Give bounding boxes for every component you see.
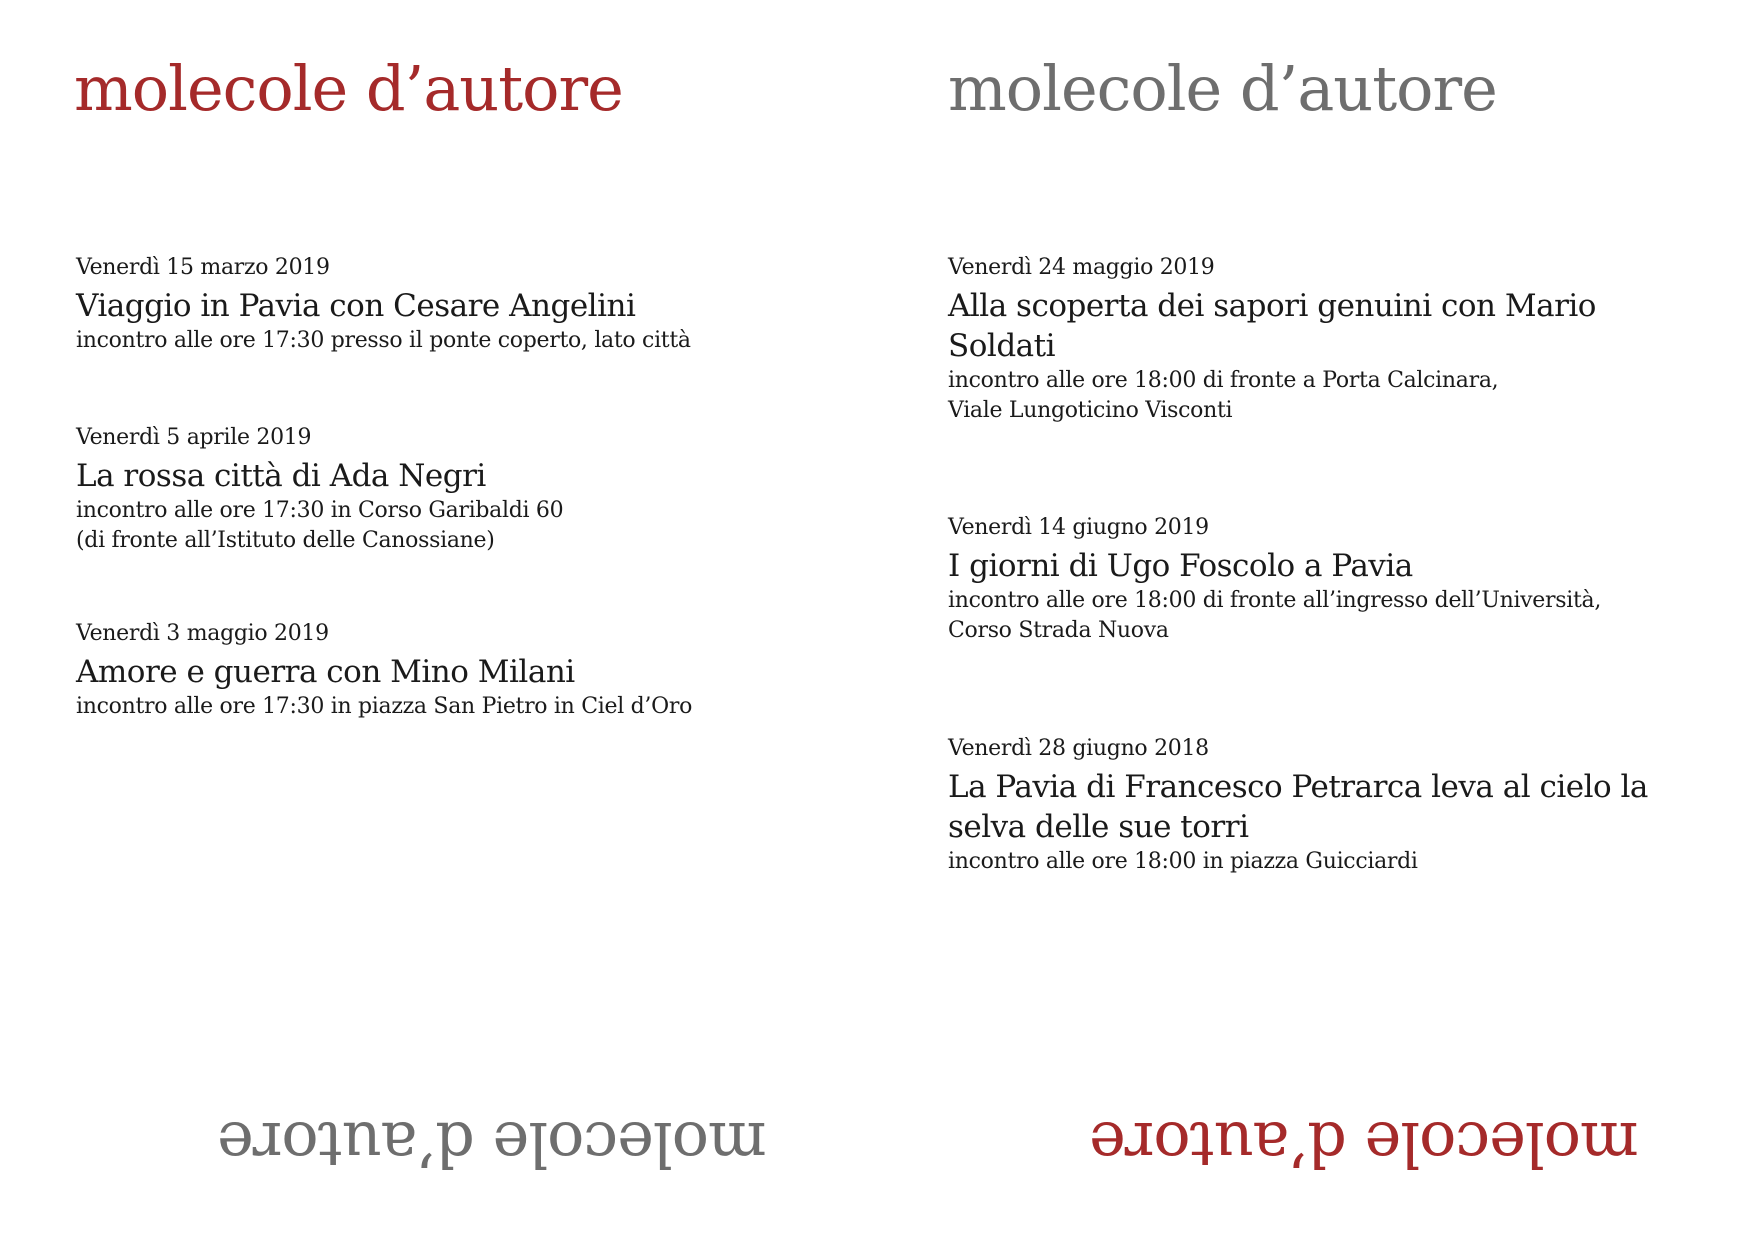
brand-title: molecole d’autore [74, 52, 623, 125]
event-item [76, 424, 856, 556]
event-info: (di fronte all’Istituto delle Canossiane) [76, 528, 495, 553]
event-date: Venerdì 24 maggio 2019 [948, 255, 1215, 280]
event-info: Viale Lungoticino Visconti [948, 398, 1233, 423]
event-info: incontro alle ore 18:00 di fronte all’ingresso dell’Università, [948, 588, 1602, 613]
event-info: incontro alle ore 18:00 in piazza Guicciardi [948, 849, 1418, 874]
event-title: Amore e guerra con Mino Milani [76, 654, 575, 690]
brand-title-flipped: molecole d’autore [218, 1108, 767, 1181]
event-title-line: Alla scoperta dei sapori genuini con Mario [948, 288, 1596, 324]
event-date: Venerdì 3 maggio 2019 [76, 621, 329, 646]
event-info: incontro alle ore 17:30 presso il ponte coperto, lato città [76, 328, 691, 353]
event-info: incontro alle ore 17:30 in piazza San Pietro in Ciel d’Oro [76, 694, 693, 719]
brand-title-flipped: molecole d’autore [1090, 1108, 1639, 1181]
event-info: incontro alle ore 18:00 di fronte a Porta Calcinara, [948, 368, 1499, 393]
event-info: incontro alle ore 17:30 in Corso Garibaldi 60 [76, 498, 564, 523]
event-title-line: La Pavia di Francesco Petrarca leva al cielo la [948, 769, 1648, 805]
event-title: Viaggio in Pavia con Cesare Angelini [76, 288, 636, 324]
event-title: La rossa città di Ada Negri [76, 458, 486, 494]
event-item [76, 620, 856, 722]
right-page [876, 0, 1752, 1240]
event-info: Corso Strada Nuova [948, 618, 1169, 643]
left-page [0, 0, 876, 1240]
event-title-line: Soldati [948, 328, 1056, 364]
event-item [948, 514, 1728, 646]
event-title-line: selva delle sue torri [948, 809, 1249, 845]
event-title [948, 286, 1728, 366]
event-title-line: I giorni di Ugo Foscolo a Pavia [948, 548, 1413, 584]
event-date: Venerdì 5 aprile 2019 [76, 425, 312, 450]
event-date: Venerdì 14 giugno 2019 [948, 515, 1209, 540]
event-date: Venerdì 28 giugno 2018 [948, 736, 1209, 761]
brand-title: molecole d’autore [948, 52, 1497, 125]
event-title [948, 546, 1728, 586]
event-item [948, 735, 1728, 877]
event-date: Venerdì 15 marzo 2019 [76, 255, 330, 280]
event-item [76, 254, 856, 356]
event-title [948, 767, 1728, 847]
event-item [948, 254, 1728, 426]
